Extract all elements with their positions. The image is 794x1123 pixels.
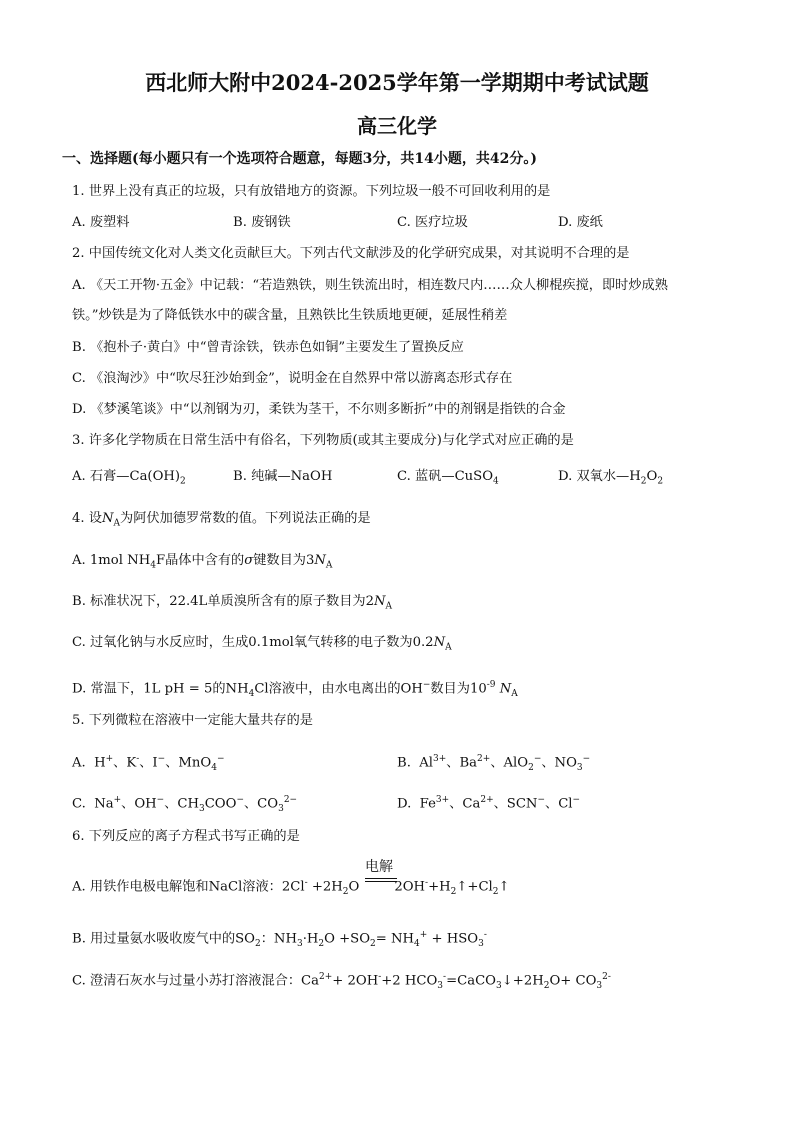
q4-b-text: B. 标准状况下，22.4L单质溴所含有的原子数目为	[72, 594, 366, 609]
q5-option-b: B. $Al^{3+}$、$Ba^{2+}$、AlO$_2$−、$NO_3^-$	[397, 754, 591, 774]
page-subtitle: 高三化学	[357, 114, 437, 138]
q2-option-a-line1: A. 《天工开物·五金》中记载：“若造熟铁，则生铁流出时，相连数尺内……众人柳棍疾搅，即时炒成熟	[72, 278, 668, 293]
question-6-stem: 6. 下列反应的离子方程式书写正确的是	[72, 829, 300, 844]
formula-caoh2: $Ca(OH)_2$	[129, 469, 186, 487]
q2-option-c: C. 《浪淘沙》中“吹尽狂沙始到金”，说明金在自然界中常以游离态形式存在	[72, 371, 513, 386]
formula-cuso4: CuSO$_4$	[454, 469, 499, 487]
q3-option-c	[397, 468, 499, 491]
q3-option-a-label: A. 石膏—	[72, 469, 130, 484]
q4-stem-post: 为阿伏加德罗常数的值。下列说法正确的是	[120, 511, 371, 526]
q4-a-tail: 键数目为	[253, 553, 306, 568]
q5-option-d: D. $Fe^{3+}$、$Ca^{2+}$、SCN−、Cl−	[397, 795, 581, 812]
page-title: 西北师大附中2024-2025学年第一学期期中考试试题	[145, 70, 649, 95]
q4-option-b: B. 标准状况下，22.4L单质溴所含有的原子数目为$2N_A$	[72, 594, 393, 612]
q6-a-pre: A. 用铁作电极电解饱和NaCl溶液：	[72, 879, 282, 895]
q4-d-mid2: 溶液中，由水电离出的	[268, 681, 401, 697]
question-3-stem: 3. 许多化学物质在日常生活中有俗名，下列物质(或其主要成分)与化学式对应正确的是	[72, 433, 574, 448]
q4-a-pre: A. 1mol NH	[72, 553, 151, 568]
q4-d-tail: 数目为	[430, 681, 470, 697]
question-1-stem: 1. 世界上没有真正的垃圾，只有放错地方的资源。下列垃圾一般不可回收利用的是	[72, 184, 551, 199]
q4-option-a: A. 1mol $NH_4F$晶体中含有的σ键数目为$3N_A$	[72, 553, 333, 571]
electrolysis-condition: 电解	[365, 859, 393, 875]
q4-a-post: F晶体中含有的	[155, 553, 245, 568]
q4-c-text: C. 过氧化钠与水反应时，生成0.1mol氧气转移的电子数为	[72, 635, 413, 650]
formula-h2o2: $H_2O_2$	[629, 469, 664, 487]
q3-option-c-label: C. 蓝矾—	[397, 469, 455, 484]
q4-d-mid: 的	[212, 681, 226, 697]
question-4-stem: 4. 设$N_A$为阿伏加德罗常数的值。下列说法正确的是	[72, 511, 371, 529]
q5-option-a: A. H+、K-、I−、MnO$_4$−	[72, 754, 225, 774]
q1-option-a: A. 废塑料	[72, 215, 130, 230]
q6-b-pre: B. 用过量氨水吸收废气中的SO	[72, 931, 255, 947]
section-heading: 一、选择题(每小题只有一个选项符合题意，每题3分，共14小题，共42分。)	[62, 151, 537, 167]
question-2-stem: 2. 中国传统文化对人类文化贡献巨大。下列古代文献涉及的化学研究成果，对其说明不合理的是	[72, 246, 630, 261]
q1-option-c: C. 医疗垃圾	[397, 215, 468, 230]
q6-c-pre: C. 澄清石灰水与过量小苏打溶液混合：	[72, 973, 302, 989]
q2-option-b: B. 《抱朴子·黄白》中“曾青涂铁，铁赤色如铜”主要发生了置换反应	[72, 340, 464, 355]
q3-option-b: B. 纯碱—NaOH	[233, 469, 333, 484]
q1-option-b: B. 废钢铁	[233, 215, 291, 230]
q4-option-d: D. 常温下，1L pH = 5的$NH_4Cl$溶液中，由水电离出的OH−数目为$10^{-9}$ $N_A$	[72, 680, 518, 700]
q2-option-d: D. 《梦溪笔谈》中“以剂钢为刃，柔铁为茎干，不尔则多断折”中的剂钢是指铁的合金	[72, 402, 566, 417]
q5-option-c: C. Na+、OH−、$CH_3COO^-$、$CO_3^{2-}$	[72, 795, 298, 815]
q2-option-a-line2: 铁。”炒铁是为了降低铁水中的碳含量，且熟铁比生铁质地更硬，延展性稍差	[72, 308, 508, 323]
q6-option-c: C. 澄清石灰水与过量小苏打溶液混合：$Ca^{2+}+ 2OH^-+2$ $HCO_3^-=CaCO_3↓+2H_2O+ CO_3^{2-}$	[72, 972, 611, 992]
q3-option-d-label: D. 双氧水—	[558, 469, 630, 484]
q3-option-d	[558, 468, 663, 491]
q6-option-a: A. 用铁作电极电解饱和NaCl溶液：$2Cl^- +2H_2O$ $2OH^-+H_2↑+Cl_2↑$	[72, 878, 510, 898]
question-5-stem: 5. 下列微粒在溶液中一定能大量共存的是	[72, 713, 313, 728]
q1-option-d: D. 废纸	[558, 215, 603, 230]
q3-option-a	[72, 468, 186, 491]
q4-stem-pre: 4. 设	[72, 511, 102, 526]
q6-option-b: B. 用过量氨水吸收废气中的$SO_2$：$NH_3\cdot H_2O +SO_2= NH_4^+ + HSO_3^-$	[72, 930, 487, 950]
q4-d-pre: D. 常温下，	[72, 681, 144, 697]
q4-option-c: C. 过氧化钠与水反应时，生成0.1mol氧气转移的电子数为$0.2N_A$	[72, 635, 452, 653]
